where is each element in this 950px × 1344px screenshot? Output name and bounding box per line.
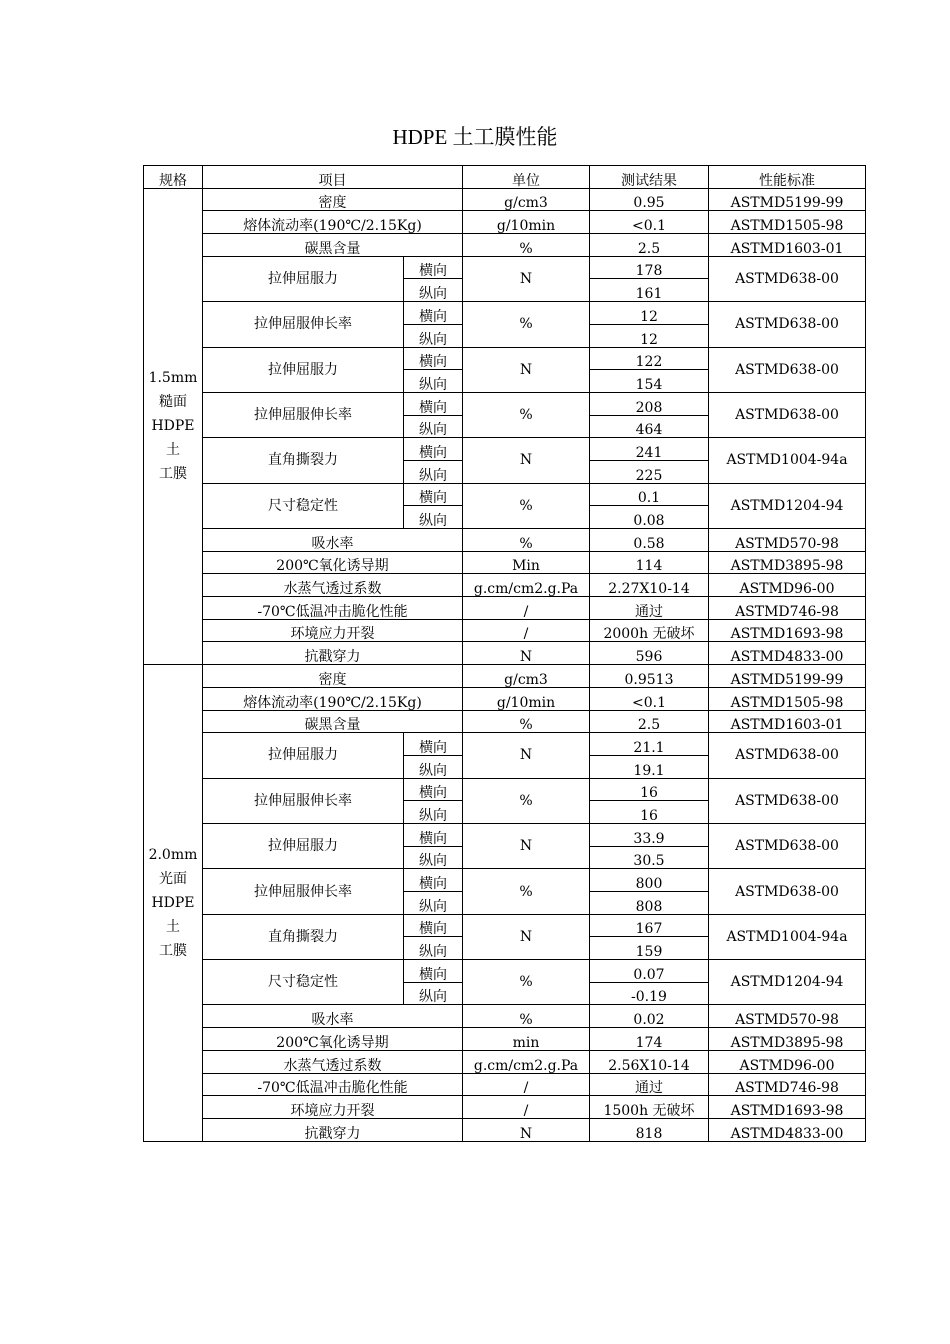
result-cell: 通过 (590, 1073, 709, 1096)
item-name: 尺寸稳定性 (203, 960, 404, 1005)
result-cell: 241 (590, 438, 709, 461)
result-cell: 21.1 (590, 733, 709, 756)
result-cell: 0.9513 (590, 665, 709, 688)
unit-cell: g/cm3 (463, 188, 590, 211)
item-name: 拉伸屈服伸长率 (203, 302, 404, 347)
result-cell: 通过 (590, 597, 709, 620)
direction-label: 横向 (404, 778, 463, 801)
result-cell: 818 (590, 1118, 709, 1141)
item-name: 拉伸屈服力 (203, 823, 404, 868)
result-cell: <0.1 (590, 687, 709, 710)
unit-cell: g.cm/cm2.g.Pa (463, 574, 590, 597)
item-name: 环境应力开裂 (203, 619, 463, 642)
table-row (144, 438, 866, 461)
result-cell: 12 (590, 302, 709, 325)
standard-cell: ASTMD1004-94a (709, 914, 866, 959)
result-cell: 154 (590, 370, 709, 393)
standard-cell: ASTMD638-00 (709, 302, 866, 347)
spec-line: HDPE 土 (151, 894, 195, 935)
item-name: 拉伸屈服力 (203, 256, 404, 301)
result-cell: 12 (590, 324, 709, 347)
item-name: 尺寸稳定性 (203, 483, 404, 528)
direction-label: 横向 (404, 392, 463, 415)
item-name: 熔体流动率(190℃/2.15Kg) (203, 211, 463, 234)
table-row (144, 960, 866, 983)
item-name: 熔体流动率(190℃/2.15Kg) (203, 687, 463, 710)
unit-cell: % (463, 234, 590, 257)
result-cell: 167 (590, 914, 709, 937)
page-title: HDPE 土工膜性能 (392, 125, 558, 149)
direction-label: 纵向 (404, 415, 463, 438)
direction-label: 横向 (404, 823, 463, 846)
standard-cell: ASTMD96-00 (709, 1050, 866, 1073)
direction-label: 纵向 (404, 460, 463, 483)
spec-line: HDPE 土 (151, 418, 195, 459)
item-name: 200℃氧化诱导期 (203, 551, 463, 574)
table-row (144, 914, 866, 937)
table-row (144, 1073, 866, 1096)
unit-cell: N (463, 642, 590, 665)
result-cell: 2.5 (590, 234, 709, 257)
result-cell: 0.07 (590, 960, 709, 983)
unit-cell: N (463, 438, 590, 483)
direction-label: 纵向 (404, 279, 463, 302)
unit-cell: N (463, 823, 590, 868)
standard-cell: ASTMD638-00 (709, 256, 866, 301)
standard-cell: ASTMD1603-01 (709, 710, 866, 733)
direction-label: 横向 (404, 960, 463, 983)
direction-label: 纵向 (404, 506, 463, 529)
unit-cell: g/cm3 (463, 665, 590, 688)
result-cell: 2000h 无破坏 (590, 619, 709, 642)
result-cell: 800 (590, 869, 709, 892)
table-body (144, 188, 866, 1141)
unit-cell: / (463, 1096, 590, 1119)
direction-label: 纵向 (404, 937, 463, 960)
table-row (144, 574, 866, 597)
standard-cell: ASTMD1204-94 (709, 483, 866, 528)
item-name: 拉伸屈服伸长率 (203, 778, 404, 823)
spec-line: 糙面 (159, 394, 187, 411)
standard-cell: ASTMD746-98 (709, 597, 866, 620)
table-row (144, 529, 866, 552)
result-cell: 114 (590, 551, 709, 574)
table-row (144, 1050, 866, 1073)
direction-label: 纵向 (404, 370, 463, 393)
standard-cell: ASTMD4833-00 (709, 1118, 866, 1141)
unit-cell: % (463, 778, 590, 823)
item-name: 直角撕裂力 (203, 914, 404, 959)
result-cell: 33.9 (590, 823, 709, 846)
table-row (144, 597, 866, 620)
unit-cell: / (463, 619, 590, 642)
header-spec: 规格 (144, 166, 203, 189)
result-cell: 1500h 无破坏 (590, 1096, 709, 1119)
table-row (144, 710, 866, 733)
result-cell: 2.27X10-14 (590, 574, 709, 597)
unit-cell: N (463, 256, 590, 301)
spec-line: 光面 (159, 870, 187, 887)
item-name: 密度 (203, 188, 463, 211)
unit-cell: Min (463, 551, 590, 574)
table-row (144, 392, 866, 415)
geomembrane-properties-table (143, 165, 866, 1142)
standard-cell: ASTMD638-00 (709, 733, 866, 778)
table-row (144, 665, 866, 688)
direction-label: 横向 (404, 347, 463, 370)
table-row (144, 1005, 866, 1028)
header-unit: 单位 (463, 166, 590, 189)
direction-label: 横向 (404, 869, 463, 892)
result-cell: 16 (590, 801, 709, 824)
result-cell: 30.5 (590, 846, 709, 869)
result-cell: 174 (590, 1028, 709, 1051)
unit-cell: g/10min (463, 211, 590, 234)
result-cell: 122 (590, 347, 709, 370)
result-cell: 464 (590, 415, 709, 438)
standard-cell: ASTMD5199-99 (709, 188, 866, 211)
direction-label: 横向 (404, 914, 463, 937)
standard-cell: ASTMD1004-94a (709, 438, 866, 483)
spec-line: 工膜 (159, 942, 187, 959)
standard-cell: ASTMD638-00 (709, 778, 866, 823)
result-cell: 2.5 (590, 710, 709, 733)
standard-cell: ASTMD638-00 (709, 392, 866, 437)
result-cell: 208 (590, 392, 709, 415)
table-row (144, 869, 866, 892)
item-name: 水蒸气透过系数 (203, 1050, 463, 1073)
item-name: 拉伸屈服伸长率 (203, 869, 404, 914)
item-name: -70℃低温冲击脆化性能 (203, 1073, 463, 1096)
direction-label: 横向 (404, 733, 463, 756)
table-row (144, 302, 866, 325)
direction-label: 横向 (404, 302, 463, 325)
spec-cell (144, 665, 203, 1141)
spec-cell (144, 188, 203, 664)
table-row (144, 1028, 866, 1051)
standard-cell: ASTMD96-00 (709, 574, 866, 597)
table-row (144, 778, 866, 801)
standard-cell: ASTMD638-00 (709, 823, 866, 868)
item-name: 200℃氧化诱导期 (203, 1028, 463, 1051)
standard-cell: ASTMD4833-00 (709, 642, 866, 665)
direction-label: 纵向 (404, 846, 463, 869)
result-cell: 808 (590, 892, 709, 915)
result-cell: 0.95 (590, 188, 709, 211)
result-cell: 596 (590, 642, 709, 665)
item-name: -70℃低温冲击脆化性能 (203, 597, 463, 620)
table-row (144, 256, 866, 279)
result-cell: 0.02 (590, 1005, 709, 1028)
unit-cell: % (463, 302, 590, 347)
direction-label: 横向 (404, 483, 463, 506)
table-row (144, 733, 866, 756)
item-name: 碳黑含量 (203, 710, 463, 733)
item-name: 吸水率 (203, 529, 463, 552)
standard-cell: ASTMD570-98 (709, 529, 866, 552)
standard-cell: ASTMD746-98 (709, 1073, 866, 1096)
unit-cell: % (463, 960, 590, 1005)
unit-cell: / (463, 1073, 590, 1096)
unit-cell: % (463, 392, 590, 437)
standard-cell: ASTMD3895-98 (709, 1028, 866, 1051)
unit-cell: N (463, 914, 590, 959)
header-standard: 性能标准 (709, 166, 866, 189)
standard-cell: ASTMD638-00 (709, 869, 866, 914)
unit-cell: N (463, 1118, 590, 1141)
unit-cell: g.cm/cm2.g.Pa (463, 1050, 590, 1073)
item-name: 拉伸屈服力 (203, 347, 404, 392)
result-cell: 225 (590, 460, 709, 483)
direction-label: 纵向 (404, 892, 463, 915)
standard-cell: ASTMD5199-99 (709, 665, 866, 688)
result-cell: -0.19 (590, 982, 709, 1005)
standard-cell: ASTMD1505-98 (709, 211, 866, 234)
item-name: 拉伸屈服伸长率 (203, 392, 404, 437)
unit-cell: % (463, 483, 590, 528)
result-cell: 161 (590, 279, 709, 302)
standard-cell: ASTMD3895-98 (709, 551, 866, 574)
table-row (144, 234, 866, 257)
table-row (144, 211, 866, 234)
direction-label: 横向 (404, 438, 463, 461)
table-row (144, 188, 866, 211)
unit-cell: % (463, 1005, 590, 1028)
item-name: 直角撕裂力 (203, 438, 404, 483)
direction-label: 纵向 (404, 755, 463, 778)
unit-cell: min (463, 1028, 590, 1051)
direction-label: 纵向 (404, 982, 463, 1005)
table-row (144, 823, 866, 846)
item-name: 吸水率 (203, 1005, 463, 1028)
direction-label: 纵向 (404, 324, 463, 347)
unit-cell: N (463, 733, 590, 778)
standard-cell: ASTMD1505-98 (709, 687, 866, 710)
item-name: 密度 (203, 665, 463, 688)
standard-cell: ASTMD638-00 (709, 347, 866, 392)
standard-cell: ASTMD1603-01 (709, 234, 866, 257)
unit-cell: % (463, 710, 590, 733)
item-name: 拉伸屈服力 (203, 733, 404, 778)
table-row (144, 687, 866, 710)
spec-line: 工膜 (159, 466, 187, 483)
standard-cell: ASTMD1693-98 (709, 1096, 866, 1119)
standard-cell: ASTMD570-98 (709, 1005, 866, 1028)
table-row (144, 1096, 866, 1119)
spec-line: 1.5mm (148, 370, 198, 387)
result-cell: 19.1 (590, 755, 709, 778)
result-cell: 0.1 (590, 483, 709, 506)
direction-label: 纵向 (404, 801, 463, 824)
result-cell: 0.08 (590, 506, 709, 529)
standard-cell: ASTMD1693-98 (709, 619, 866, 642)
result-cell: <0.1 (590, 211, 709, 234)
item-name: 水蒸气透过系数 (203, 574, 463, 597)
unit-cell: N (463, 347, 590, 392)
direction-label: 横向 (404, 256, 463, 279)
header-result: 测试结果 (590, 166, 709, 189)
result-cell: 159 (590, 937, 709, 960)
table-row (144, 1118, 866, 1141)
table-row (144, 619, 866, 642)
result-cell: 0.58 (590, 529, 709, 552)
unit-cell: % (463, 869, 590, 914)
result-cell: 178 (590, 256, 709, 279)
table-row (144, 642, 866, 665)
item-name: 抗戳穿力 (203, 642, 463, 665)
spec-line: 2.0mm (148, 846, 198, 863)
standard-cell: ASTMD1204-94 (709, 960, 866, 1005)
result-cell: 2.56X10-14 (590, 1050, 709, 1073)
unit-cell: / (463, 597, 590, 620)
unit-cell: % (463, 529, 590, 552)
table-row (144, 483, 866, 506)
item-name: 环境应力开裂 (203, 1096, 463, 1119)
unit-cell: g/10min (463, 687, 590, 710)
result-cell: 16 (590, 778, 709, 801)
item-name: 抗戳穿力 (203, 1118, 463, 1141)
item-name: 碳黑含量 (203, 234, 463, 257)
table-row (144, 551, 866, 574)
table-header-row (144, 166, 866, 189)
table-row (144, 347, 866, 370)
header-item: 项目 (203, 166, 463, 189)
